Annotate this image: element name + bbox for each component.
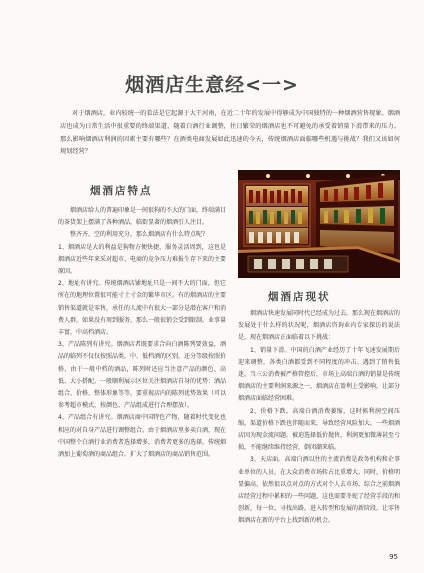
section2-body (238, 308, 400, 528)
liquor-shelf-photo (238, 170, 400, 278)
section2-heading: 烟酒店现状 (268, 291, 331, 303)
section1-paragraph: 烟酒店给人的普遍印象是一间很狗的不大的门面，终端满目的茶货架上摆满了各种酒品，临街显著的烟酒引人注目。 (58, 207, 227, 227)
intro-paragraph: 对于烟酒店，业内较统一的看法是它起源于大干河南，在近二十年的发展中得够成为中国独特的一种烟酒营售现象。烟酒店也成为日常生活中很重要的终端渠道，随着白酒行业调整，往日繁荣的烟酒店也不可避免的承受着销量下滑带来的压力。那么影响烟酒店利润的因素主要有哪些？在酒类电商发展如此迅速的今天，传统烟酒店面临哪些机遇与挑战？我们又该如何规划经营？ (60, 110, 400, 156)
section2-paragraph: 2、价格下跌。高端白酒消费萎缩，这时候利润空间压缩，渠道价格下跌也伴随而来，导致经营风险加大。一些烟酒店因为现金流问题，被迫选择低价抛售，利润更加微薄甚至亏损，不能继续维持经营，倒闭潮来临。 (238, 407, 401, 452)
section1-paragraph: 4、产品组合有讲究。烟酒店商中国特色产物，随着时代变化也相应的对自身产品进行调整组合。由于烟酒店里多卖白酒，现在中国整个白酒行业消费者选择增多，消费者更多的选择，传统烟酒加上葡萄酒的商品组合。扩大了烟酒店的商品销售范围。 (58, 414, 227, 459)
section1-paragraph: 3、产品陈列有讲究。烟酒店者既要求合向白酒陈列要效益，酒品的临列不仅仅按照品类，中、低档酒的区别，还分等级按照价格，由于一般中档的酒品，陈列时还应当注意产品的颜色、高低、大小搭配。一般顺利展示区位关注烟酒店自身的优势：酒品组合、价格、整体形象等等，要重视店内的陈列优势效果（可以参考超市模式，按颜色、产品组成进行合理摆放）。 (58, 341, 227, 410)
section2-paragraph: 3、天店面。高端白酒以往的主流消费是政务机构和企事业单位的人员，在大众消费市场转占比重增大。同时，价格明显偏高，依然很以点对点的方式对个人去市场，综合之前烟酒店经营过程中累积的一些问题，这也需要冬蛇了经营手段的和创新，每一位，寻找出路，进入转型和发展的新阶段，让零售烟酒店在新的平台上找到新的机会。 (238, 456, 401, 525)
page-title: 烟酒店生意经<一> (125, 74, 299, 96)
section1-body (58, 205, 226, 461)
section1-heading: 烟酒店特点 (90, 185, 153, 197)
section1-paragraph: 整齐齐，空的利用充分。那么烟酒店有什么特点呢？ (70, 231, 209, 239)
page-number: 95 (389, 553, 398, 561)
section1-paragraph: 1、烟酒店是大的利益是狗物方便快捷，服务灵活周到，这也是烟酒店近些年来采对超市、电商的竞争压力难报生存下来的主要原因。 (58, 243, 227, 276)
liquor-shelf-illustration (238, 170, 400, 278)
section1-paragraph: 2、地址有讲究。传统烟酒店铺地址只是一间不大的门面，但它所在的地理位置很可能寸土寸金的繁华市区。有的烟酒店的主要销售渠道就是零售，承任的人流中有很大一部分是潜在客户和消费人群，如果没有周到服务，那么一般很销会受到限制。业事量丰富，中高档酒店。 (58, 280, 227, 337)
section2-paragraph: 烟酒店快速发展同时代已经成为过去。那么现在烟酒店的发展处于什么样的状况呢，烟酒店咨询业内专家探访的说法是，现在烟酒店正面临着以下挑战： (238, 310, 401, 342)
section2-paragraph: 1、销量下滑。中国的白酒产业经历了十年飞速发展期后迎来调整，各类白酒都受到不同程度的冲击。遇到了销售低迷，当三公消费被严格管控后，市场上高端白酒的销量是传统烟酒店的主要利润来源之一，烟酒店在盈利上受影响，让部分烟酒店面临经营困难。 (238, 346, 401, 403)
